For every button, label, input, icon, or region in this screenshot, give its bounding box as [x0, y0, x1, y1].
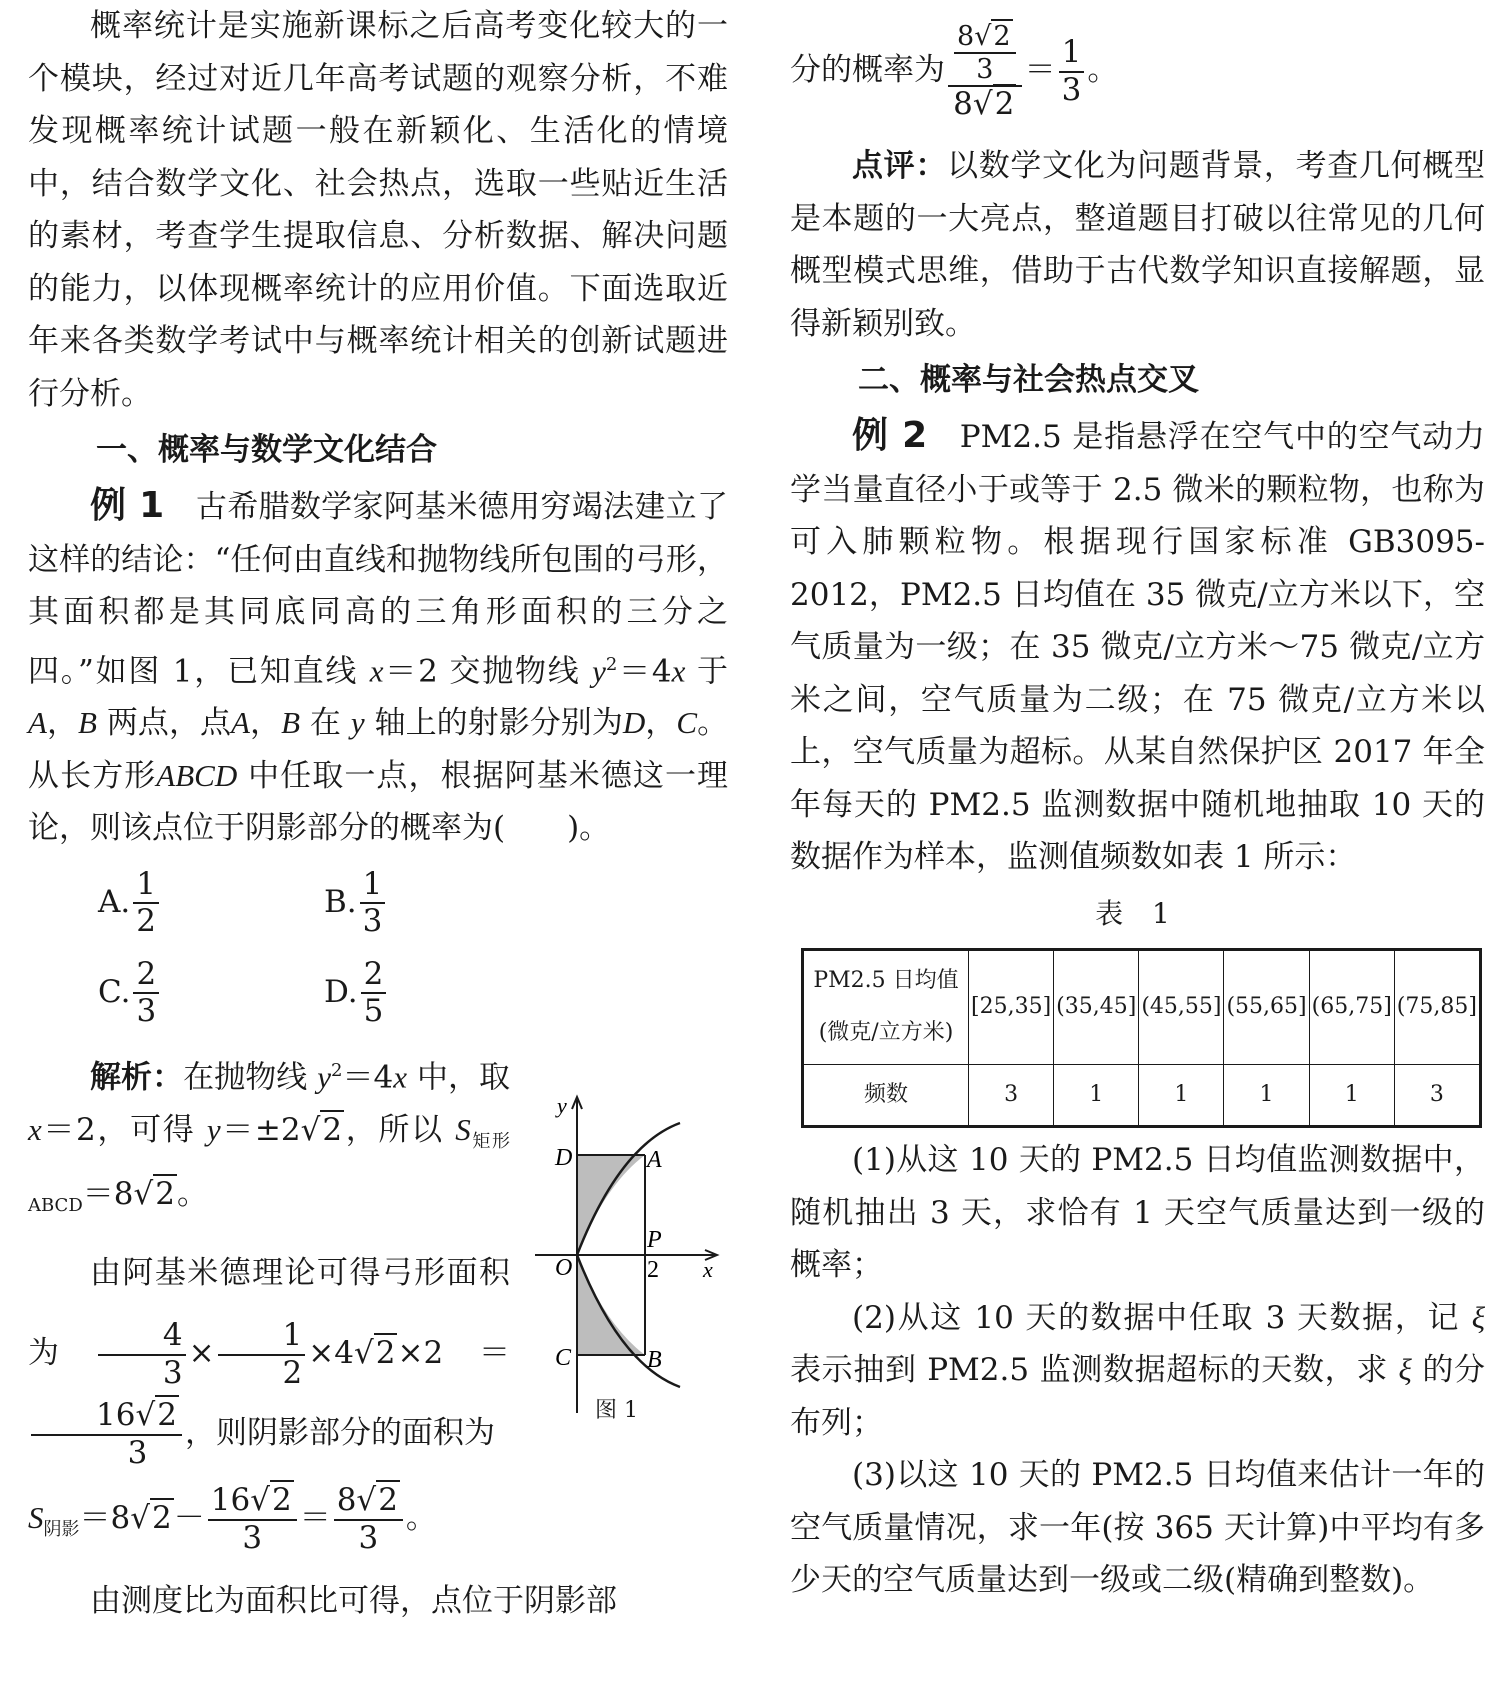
example1-label: 例 1	[90, 485, 165, 526]
table-interval: (65,75]	[1309, 949, 1394, 1064]
probability-result: 分的概率为 $\frac{\frac{8√2}{3}}{8√2}$ ＝ $\frac{1}{3}$ 。	[790, 20, 1119, 122]
question-2: (2)从这 10 天的数据中任取 3 天数据，记 ξ 表示抽到 PM2.5 监测数据超标的天数，求 ξ 的分布列；	[790, 1299, 1486, 1441]
table-frequency: 1	[1224, 1064, 1309, 1127]
answer-options	[28, 855, 728, 1045]
comment-label: 点评：	[852, 148, 948, 184]
label-D: D	[555, 1145, 573, 1171]
analysis-label: 解析：	[90, 1059, 184, 1096]
question-1: (1)从这 10 天的 PM2.5 日均值监测数据中，随机抽出 3 天，求恰有 1 天空气质量达到一级的概率；	[790, 1142, 1485, 1283]
figure-1-caption: 图 1	[595, 1398, 638, 1423]
figure-1-diagram	[525, 1085, 725, 1425]
label-A: A	[647, 1147, 662, 1173]
table-interval: (45,55]	[1139, 949, 1224, 1064]
table-interval: [25,35]	[969, 949, 1054, 1064]
table-frequency: 1	[1054, 1064, 1139, 1127]
comment-paragraph: 点评：以数学文化为问题背景，考查几何概型是本题的一大亮点，整道题目打破以往常见的几何概型模式思维，借助于古代数学知识直接解题，显得新颖别致。	[790, 148, 1486, 342]
option-a: A. $\frac{1}{2}$	[98, 867, 162, 940]
section1-title: 一、概率与数学文化结合	[96, 432, 437, 468]
table-frequency: 1	[1139, 1064, 1224, 1127]
option-c: C. $\frac{2}{3}$	[98, 957, 162, 1030]
section2-title: 二、概率与社会热点交叉	[858, 362, 1199, 398]
example2-label: 例 2	[852, 415, 928, 456]
example1-paragraph: 例 1 古希腊数学家阿基米德用穷竭法建立了这样的结论：“任何由直线和抛物线所包围的弓形，其面积都是其同底同高的三角形面积的三分之四。”如图 1，已知直线 x＝2 交抛物线 $y^2=4x$ 于A，B 两点，点A，B 在 y 轴上的射影分别为D，C。从长方形ABCD 中任取一点，根据阿基米德这一理论，则该点位于阴影部分的概率为( )。	[28, 485, 729, 847]
label-O: O	[555, 1255, 573, 1281]
table-interval: (75,85]	[1394, 949, 1480, 1064]
table-header-row	[803, 949, 1481, 1064]
example2-paragraph: 例 2 PM2.5 是指悬浮在空气中的空气动力学当量直径小于或等于 2.5 微米的颗粒物，也称为可入肺颗粒物。根据现行国家标准 GB3095-2012，PM2.5 日均值在 35 微克/立方米以下，空气质量为一级；在 35 微克/立方米～75 微克/立方米之间，空气质量为二级；在 75 微克/立方米以上，空气质量为超标。从某自然保护区 2017 年全年每天的 PM2.5 监测数据中随机地抽取 10 天的数据作为样本，监测值频数如表 1 所示：	[790, 415, 1485, 875]
shaded-region-top	[577, 1155, 645, 1255]
label-C: C	[555, 1345, 572, 1371]
analysis-paragraph-1: 解析：在抛物线 $y^2=4x$ 中，取 x＝2，可得 y＝±2√2，所以 $S_{矩形ABCD}=8√2$。	[28, 1059, 511, 1217]
label-x: x	[703, 1257, 713, 1282]
table-header-label: PM2.5 日均值(微克/立方米)	[803, 949, 969, 1064]
table-1-title: 表 1	[1095, 896, 1180, 930]
shaded-region-bottom	[577, 1255, 645, 1355]
intro-paragraph: 概率统计是实施新课标之后高考变化较大的一个模块，经过对近几年高考试题的观察分析，不难发现概率统计试题一般在新颖化、生活化的情境中，结合数学文化、社会热点，选取一些贴近生活的素材，考查学生提取信息、分析数据、解决问题的能力，以体现概率统计的应用价值。下面选取近年来各类数学考试中与概率统计相关的创新试题进行分析。	[28, 8, 728, 412]
analysis-paragraph-2: 由阿基米德理论可得弓形面积为 $\frac{4}{3}$ × $\frac{1}{2}$ ×4√2×2＝ $\frac{16√2}{3}$ ，则阴影部分的面积为	[28, 1255, 511, 1471]
question-3: (3)以这 10 天的 PM2.5 日均值来估计一年的空气质量情况，求一年(按 365 天计算)中平均有多少天的空气质量达到一级或二级(精确到整数)。	[790, 1457, 1485, 1598]
analysis-shaded-area: $S_{阴影}=8√2-$ $\frac{16√2}{3}$ ＝ $\frac{8√2}{3}$ 。	[28, 1481, 437, 1556]
label-2: 2	[647, 1257, 659, 1283]
table-frequency: 3	[1394, 1064, 1480, 1127]
right-column	[790, 0, 1485, 1607]
analysis-block	[28, 1045, 510, 1575]
label-y: y	[557, 1093, 567, 1118]
option-b: B. $\frac{1}{3}$	[324, 867, 388, 940]
table-frequency-row	[803, 1064, 1481, 1127]
option-d: D. $\frac{2}{5}$	[324, 957, 389, 1030]
label-B: B	[647, 1347, 662, 1373]
label-P: P	[647, 1227, 662, 1253]
table-frequency: 1	[1309, 1064, 1394, 1127]
table-frequency: 3	[969, 1064, 1054, 1127]
analysis-paragraph-3: 由测度比为面积比可得，点位于阴影部	[90, 1583, 617, 1620]
table-frequency-label: 频数	[803, 1064, 969, 1127]
pm25-frequency-table	[801, 948, 1482, 1129]
table-interval: (35,45]	[1054, 949, 1139, 1064]
table-interval: (55,65]	[1224, 949, 1309, 1064]
